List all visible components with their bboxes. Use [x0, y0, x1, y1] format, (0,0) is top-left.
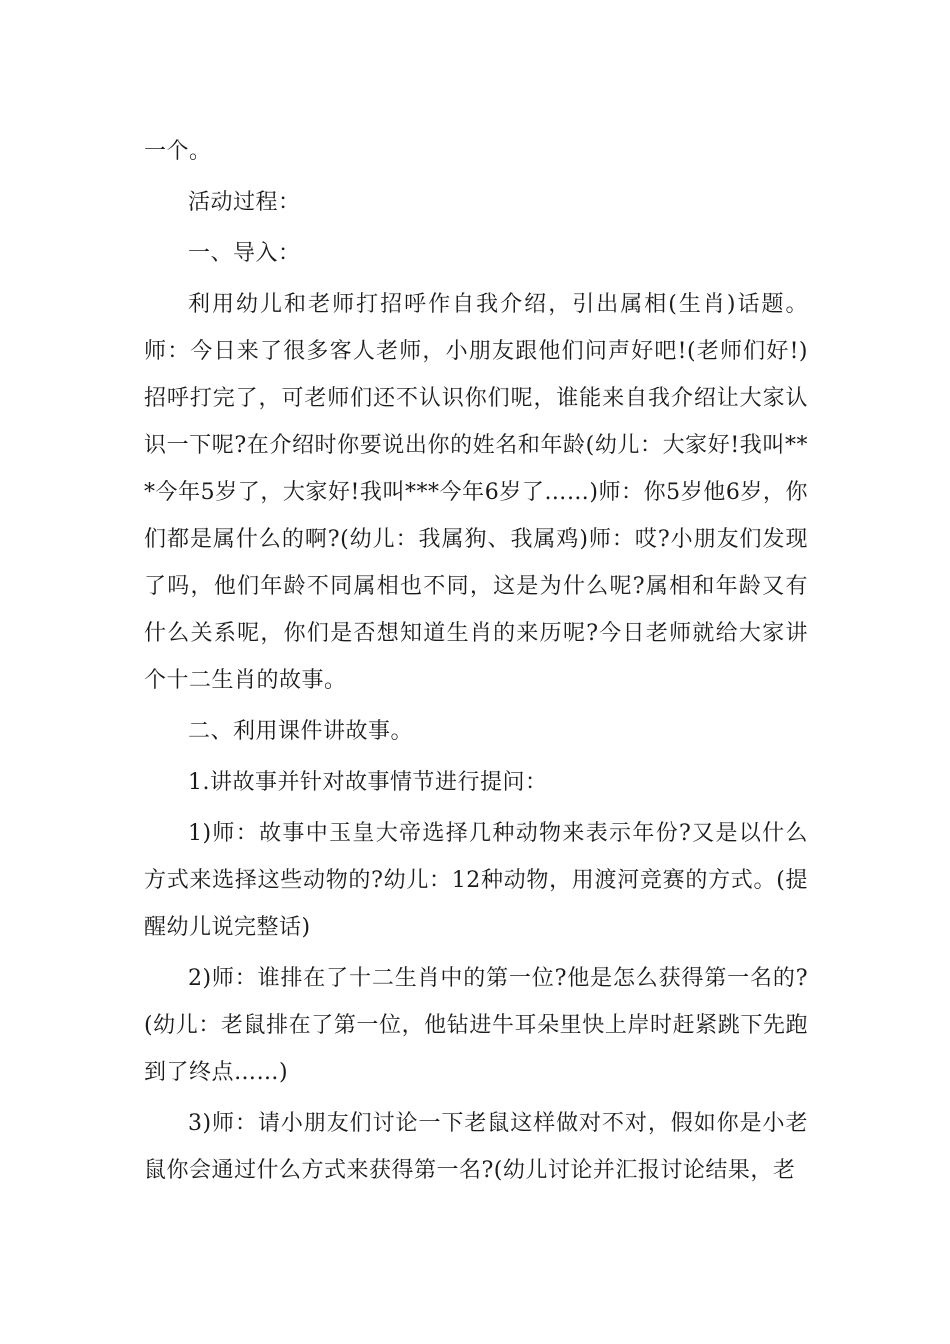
section-heading-introduction: 一、导入：	[188, 241, 301, 266]
paragraph-continuation: 一个。	[144, 139, 212, 164]
question-1: 1)师：故事中玉皇大帝选择几种动物来表示年份?又是以什么方式来选择这些动物的?幼儿：12种动物，用渡河竞赛的方式。(提醒幼儿说完整话)	[144, 821, 808, 940]
document-body	[144, 128, 808, 1198]
subheading-story-questions: 1.讲故事并针对故事情节进行提问：	[188, 770, 548, 795]
question-2: 2)师：谁排在了十二生肖中的第一位?他是怎么获得第一名的?(幼儿：老鼠排在了第一位，他钻进牛耳朵里快上岸时赶紧跳下先跑到了终点……)	[144, 966, 808, 1085]
section-heading-activity-process: 活动过程：	[188, 190, 301, 215]
paragraph-introduction: 利用幼儿和老师打招呼作自我介绍，引出属相(生肖)话题。师：今日来了很多客人老师，小朋友跟他们问声好吧!(老师们好!)招呼打完了，可老师们还不认识你们呢，谁能来自我介绍让大家认识一下呢?在介绍时你要说出你的姓名和年龄(幼儿：大家好!我叫***今年5岁了，大家好!我叫***今年6岁了……)师：你5岁他6岁，你们都是属什么的啊?(幼儿：我属狗、我属鸡)师：哎?小朋友们发现了吗，他们年龄不同属相也不同，这是为什么呢?属相和年龄又有什么关系呢，你们是否想知道生肖的来历呢?今日老师就给大家讲个十二生肖的故事。	[144, 292, 808, 693]
section-heading-courseware-story: 二、利用课件讲故事。	[188, 719, 414, 744]
question-3: 3)师：请小朋友们讨论一下老鼠这样做对不对，假如你是小老鼠你会通过什么方式来获得第一名?(幼儿讨论并汇报讨论结果，老	[144, 1111, 808, 1183]
